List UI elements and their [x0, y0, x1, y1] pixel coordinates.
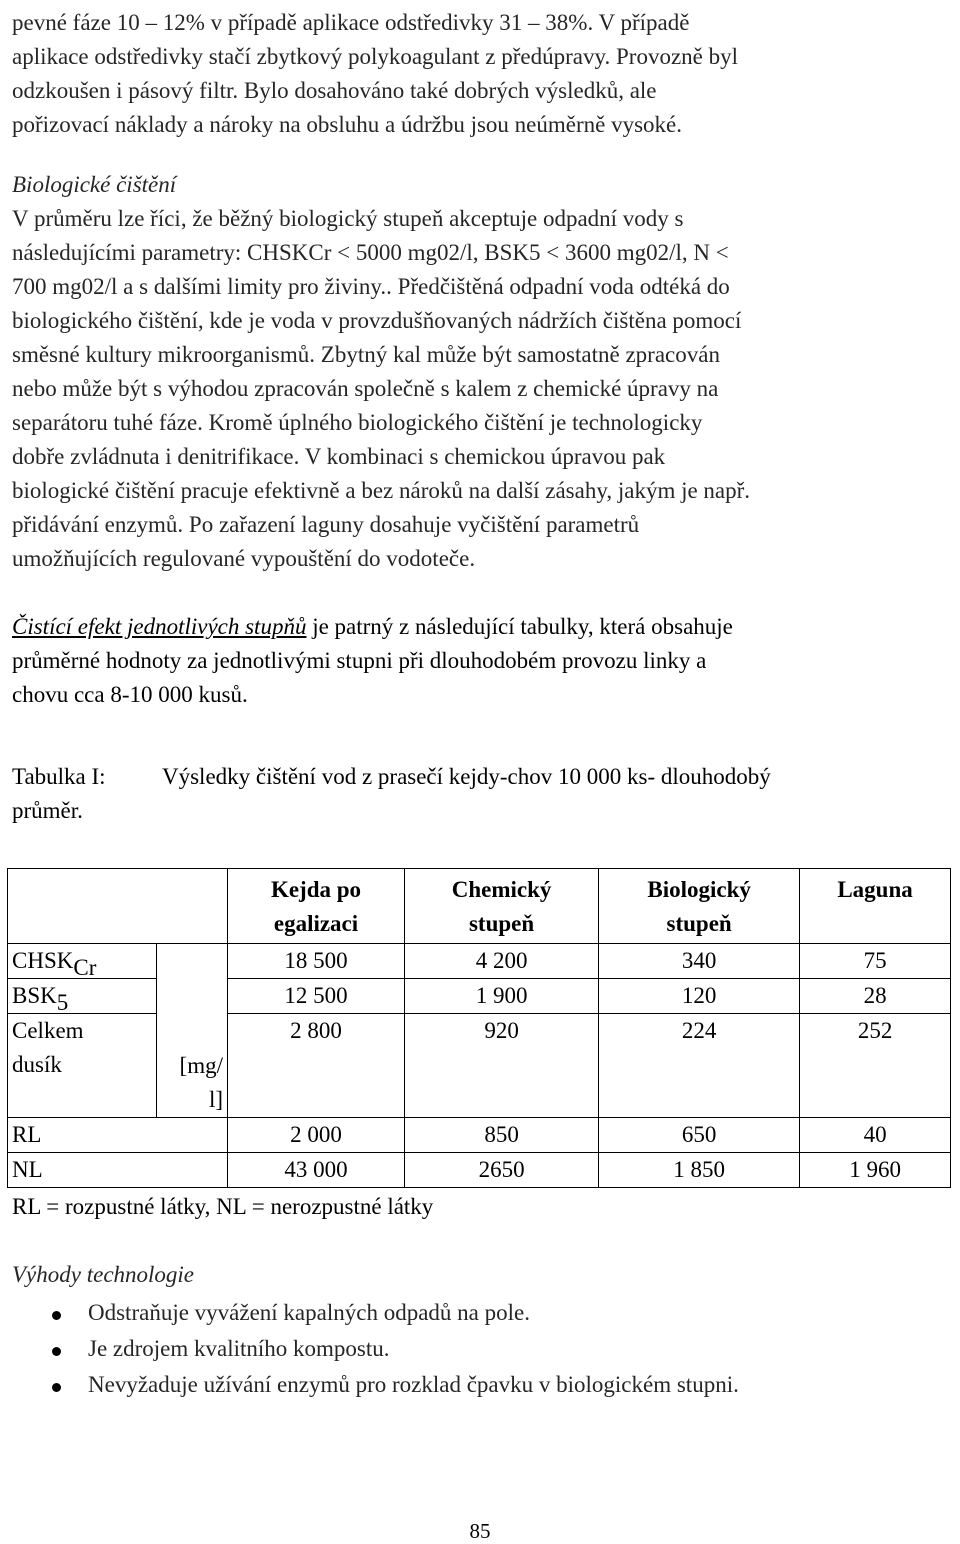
bullet-icon [12, 1296, 88, 1330]
text-line: aplikace odstředivky stačí zbytkový polykoagulant z předúpravy. Provozně byl [12, 44, 739, 69]
row-label: Celkem dusík [8, 1014, 157, 1118]
text-line: V průměru lze říci, že běžný biologický stupeň akceptuje odpadní vody s [12, 206, 684, 231]
list-item [12, 1368, 952, 1404]
results-table [7, 868, 951, 1188]
table-row [8, 944, 951, 979]
intro-paragraph [12, 6, 952, 142]
cell: 920 [405, 1014, 599, 1118]
text-line: pevné fáze 10 – 12% v případě aplikace odstředivky 31 – 38%. V případě [12, 10, 690, 35]
text-line [12, 610, 952, 644]
cell: 43 000 [228, 1153, 405, 1188]
cell: 224 [599, 1014, 800, 1118]
list-item-text: Odstraňuje vyvážení kapalných odpadů na pole. [88, 1300, 530, 1325]
list-item-text: Nevyžaduje užívání enzymů pro rozklad čpavku v biologickém stupni. [88, 1372, 739, 1397]
cell: 28 [800, 979, 951, 1014]
text-line: pořizovací náklady a nároky na obsluhu a údržbu jsou neúměrně vysoké. [12, 112, 682, 137]
table-note: RL = rozpustné látky, NL = nerozpustné látky [12, 1194, 434, 1219]
text-line: nebo může být s výhodou zpracován společně s kalem z chemické úpravy na [12, 376, 719, 401]
text-line: odzkoušen i pásový filtr. Bylo dosahováno také dobrých výsledků, ale [12, 78, 657, 103]
cell: 40 [800, 1118, 951, 1153]
row-label: RL [8, 1118, 228, 1153]
advantages-list [12, 1296, 952, 1404]
section-heading: Biologické čištění [12, 172, 177, 197]
cell: 850 [405, 1118, 599, 1153]
header-empty [8, 869, 228, 944]
cell: 1 960 [800, 1153, 951, 1188]
table-caption [12, 760, 952, 828]
effect-paragraph [12, 610, 952, 712]
cell: 252 [800, 1014, 951, 1118]
text-line: biologického čištění, kde je voda v provzdušňovaných nádržích čištěna pomocí [12, 308, 742, 333]
row-label: CHSKCr [8, 944, 157, 979]
header-laguna: Laguna [800, 869, 951, 944]
effect-heading: Čistící efekt jednotlivých stupňů [12, 614, 307, 639]
bullet-icon [12, 1332, 88, 1366]
caption-label: Tabulka I: [12, 764, 106, 789]
header-biologicky: Biologický stupeň [599, 869, 800, 944]
cell: 2650 [405, 1153, 599, 1188]
cell: 75 [800, 944, 951, 979]
caption-text-cont: průměr. [12, 798, 83, 823]
cell: 12 500 [228, 979, 405, 1014]
list-item [12, 1332, 952, 1368]
text-line: směsné kultury mikroorganismů. Zbytný kal může být samostatně zpracován [12, 342, 720, 367]
text-line: průměrné hodnoty za jednotlivými stupni při dlouhodobém provozu linky a [12, 648, 707, 673]
row-label: NL [8, 1153, 228, 1188]
advantages-section [12, 1258, 952, 1404]
section-heading: Výhody technologie [12, 1262, 195, 1287]
text-line: umožňujících regulované vypouštění do vodoteče. [12, 546, 476, 571]
cell: 1 900 [405, 979, 599, 1014]
cell: 2 000 [228, 1118, 405, 1153]
header-chemicky: Chemický stupeň [405, 869, 599, 944]
text-line: přidávání enzymů. Po zařazení laguny dosahuje vyčištění parametrů [12, 512, 640, 537]
header-kejda: Kejda po egalizaci [228, 869, 405, 944]
table-row [8, 1014, 951, 1118]
cell: 18 500 [228, 944, 405, 979]
text-span: je patrný z následující tabulky, která obsahuje [306, 614, 733, 639]
cell: 650 [599, 1118, 800, 1153]
cell: 4 200 [405, 944, 599, 979]
bullet-icon [12, 1368, 88, 1402]
text-line: dobře zvládnuta i denitrifikace. V kombinaci s chemickou úpravou pak [12, 444, 666, 469]
table-row [8, 1153, 951, 1188]
table-row [8, 979, 951, 1014]
text-line: 700 mg02/l a s dalšími limity pro živiny.. Předčištěná odpadní voda odtéká do [12, 274, 730, 299]
document-page [12, 6, 952, 1404]
list-item [12, 1296, 952, 1332]
cell: 2 800 [228, 1014, 405, 1118]
unit-cell: [mg/ l] [157, 944, 228, 1118]
text-line: separátoru tuhé fáze. Kromě úplného biologického čištění je technologicky [12, 410, 703, 435]
list-item-text: Je zdrojem kvalitního kompostu. [88, 1336, 390, 1361]
row-label: BSK5 [8, 979, 157, 1014]
cell: 1 850 [599, 1153, 800, 1188]
page-number: 85 [469, 1519, 491, 1543]
cell: 120 [599, 979, 800, 1014]
text-line: následujícími parametry: CHSKCr < 5000 mg02/l, BSK5 < 3600 mg02/l, N < [12, 240, 729, 265]
cell: 340 [599, 944, 800, 979]
text-line: chovu cca 8-10 000 kusů. [12, 682, 248, 707]
bio-section [12, 168, 952, 576]
text-line: biologické čištění pracuje efektivně a bez nároků na další zásahy, jakým je např. [12, 478, 751, 503]
table-row [8, 1118, 951, 1153]
caption-text: Výsledky čištění vod z prasečí kejdy-chov 10 000 ks- dlouhodobý [162, 764, 771, 789]
table-header-row [8, 869, 951, 944]
